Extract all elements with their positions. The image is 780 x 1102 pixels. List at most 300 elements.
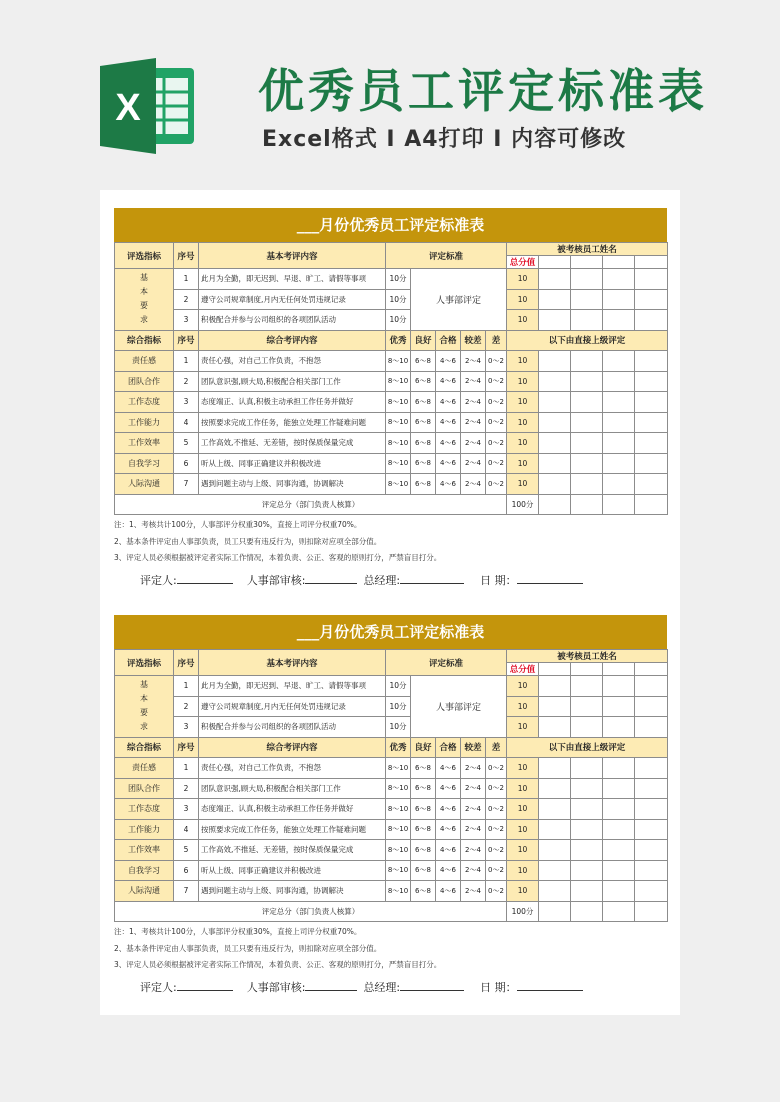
grade-range: 6～8 bbox=[411, 799, 436, 820]
score-input-cell[interactable] bbox=[635, 860, 668, 881]
person-cell[interactable] bbox=[603, 256, 635, 269]
page-title: 优秀员工评定标准表 bbox=[258, 64, 708, 118]
note-line: 2、基本条件评定由人事部负责，员工只要有违反行为，则扣除对应项全部分值。 bbox=[114, 943, 382, 953]
grade-range: 2～4 bbox=[461, 778, 486, 799]
score-input-cell[interactable] bbox=[635, 371, 668, 392]
basic-row bbox=[115, 696, 668, 717]
grade-range: 6～8 bbox=[411, 371, 436, 392]
row-score: 10 bbox=[507, 799, 539, 820]
grade-range: 8～10 bbox=[386, 453, 411, 474]
grade-range: 2～4 bbox=[461, 412, 486, 433]
row-no: 5 bbox=[174, 840, 199, 861]
score-input-cell[interactable] bbox=[603, 351, 635, 372]
score-input-cell[interactable] bbox=[603, 474, 635, 495]
total-score: 100分 bbox=[507, 901, 539, 922]
combo-row bbox=[115, 371, 668, 392]
hr-field[interactable] bbox=[305, 572, 357, 584]
row-score: 10 bbox=[507, 351, 539, 372]
score-input-cell[interactable] bbox=[539, 289, 571, 310]
rater-field[interactable] bbox=[177, 572, 233, 584]
grade-range: 2～4 bbox=[461, 351, 486, 372]
grade-range: 0～2 bbox=[486, 881, 507, 902]
header bbox=[0, 0, 780, 190]
grade-range: 6～8 bbox=[411, 474, 436, 495]
excel-icon bbox=[100, 58, 200, 154]
row-no: 2 bbox=[174, 371, 199, 392]
row-points: 10分 bbox=[386, 717, 411, 738]
grade-range: 4～6 bbox=[436, 392, 461, 413]
header-score: 总分值 bbox=[507, 663, 539, 676]
grade-range: 2～4 bbox=[461, 453, 486, 474]
header-person: 被考核员工姓名 bbox=[507, 650, 668, 663]
date-label: 日 期： bbox=[480, 980, 517, 994]
row-score: 10 bbox=[507, 412, 539, 433]
row-no: 1 bbox=[174, 676, 199, 697]
score-input-cell[interactable] bbox=[603, 840, 635, 861]
grade-range: 0～2 bbox=[486, 371, 507, 392]
person-cell[interactable] bbox=[571, 663, 603, 676]
rater-field[interactable] bbox=[177, 979, 233, 991]
row-content: 此月为全勤，即无迟到、早退、旷工、请假等事项 bbox=[199, 676, 386, 697]
score-input-cell[interactable] bbox=[603, 860, 635, 881]
header-indicator: 评选指标 bbox=[115, 243, 174, 269]
row-no: 1 bbox=[174, 758, 199, 779]
grade-range: 6～8 bbox=[411, 433, 436, 454]
score-input-cell[interactable] bbox=[539, 676, 571, 697]
score-input-cell[interactable] bbox=[635, 696, 668, 717]
score-input-cell[interactable] bbox=[635, 799, 668, 820]
score-input-cell[interactable] bbox=[635, 758, 668, 779]
row-no: 3 bbox=[174, 310, 199, 331]
score-input-cell[interactable] bbox=[635, 881, 668, 902]
notes bbox=[114, 924, 667, 974]
combo-row bbox=[115, 840, 668, 861]
standard-hr: 人事部评定 bbox=[411, 269, 507, 331]
score-input-cell[interactable] bbox=[571, 860, 603, 881]
row-score: 10 bbox=[507, 819, 539, 840]
total-cell[interactable] bbox=[539, 494, 571, 515]
note-line: 注：1、考核共计100分，人事部评分权重30%，直接上司评分权重70%。 bbox=[114, 520, 362, 529]
row-score: 10 bbox=[507, 676, 539, 697]
score-input-cell[interactable] bbox=[571, 758, 603, 779]
grade-bad: 差 bbox=[486, 737, 507, 758]
score-input-cell[interactable] bbox=[603, 269, 635, 290]
form-title: ___月份优秀员工评定标准表 bbox=[114, 208, 667, 242]
row-score: 10 bbox=[507, 371, 539, 392]
combo-content-header: 综合考评内容 bbox=[199, 737, 386, 758]
combo-row bbox=[115, 453, 668, 474]
score-input-cell[interactable] bbox=[571, 717, 603, 738]
form-title: ___月份优秀员工评定标准表 bbox=[114, 615, 667, 649]
basic-row bbox=[115, 269, 668, 290]
person-cell[interactable] bbox=[635, 663, 668, 676]
score-input-cell[interactable] bbox=[603, 453, 635, 474]
combo-row bbox=[115, 778, 668, 799]
grade-range: 6～8 bbox=[411, 778, 436, 799]
grade-range: 6～8 bbox=[411, 351, 436, 372]
score-input-cell[interactable] bbox=[571, 310, 603, 331]
hr-field[interactable] bbox=[305, 979, 357, 991]
person-cell[interactable] bbox=[635, 256, 668, 269]
score-input-cell[interactable] bbox=[603, 799, 635, 820]
grade-range: 0～2 bbox=[486, 433, 507, 454]
row-no: 3 bbox=[174, 799, 199, 820]
grade-excellent: 优秀 bbox=[386, 330, 411, 351]
note-line: 2、基本条件评定由人事部负责，员工只要有违反行为，则扣除对应项全部分值。 bbox=[114, 536, 382, 546]
total-cell[interactable] bbox=[603, 901, 635, 922]
score-input-cell[interactable] bbox=[571, 696, 603, 717]
header-row bbox=[115, 243, 668, 256]
total-cell[interactable] bbox=[571, 494, 603, 515]
row-no: 2 bbox=[174, 696, 199, 717]
score-input-cell[interactable] bbox=[571, 676, 603, 697]
score-input-cell[interactable] bbox=[603, 881, 635, 902]
row-score: 10 bbox=[507, 453, 539, 474]
grade-range: 2～4 bbox=[461, 799, 486, 820]
header-content: 基本考评内容 bbox=[199, 650, 386, 676]
score-input-cell[interactable] bbox=[635, 676, 668, 697]
score-input-cell[interactable] bbox=[635, 453, 668, 474]
combo-row bbox=[115, 392, 668, 413]
score-input-cell[interactable] bbox=[571, 819, 603, 840]
signature-row bbox=[114, 979, 667, 995]
score-input-cell[interactable] bbox=[539, 310, 571, 331]
row-points: 10分 bbox=[386, 289, 411, 310]
grade-good: 良好 bbox=[411, 330, 436, 351]
rater-label: 评定人: bbox=[140, 573, 177, 587]
grade-pass: 合格 bbox=[436, 737, 461, 758]
score-input-cell[interactable] bbox=[539, 453, 571, 474]
score-input-cell[interactable] bbox=[539, 758, 571, 779]
score-input-cell[interactable] bbox=[571, 840, 603, 861]
score-input-cell[interactable] bbox=[603, 310, 635, 331]
grade-range: 8～10 bbox=[386, 351, 411, 372]
header-standard: 评定标准 bbox=[386, 650, 507, 676]
grade-range: 0～2 bbox=[486, 392, 507, 413]
score-input-cell[interactable] bbox=[539, 799, 571, 820]
grade-range: 4～6 bbox=[436, 371, 461, 392]
row-score: 10 bbox=[507, 269, 539, 290]
score-input-cell[interactable] bbox=[571, 412, 603, 433]
grade-range: 8～10 bbox=[386, 778, 411, 799]
score-input-cell[interactable] bbox=[571, 371, 603, 392]
grade-range: 2～4 bbox=[461, 371, 486, 392]
score-input-cell[interactable] bbox=[635, 474, 668, 495]
score-input-cell[interactable] bbox=[603, 433, 635, 454]
score-input-cell[interactable] bbox=[571, 289, 603, 310]
grade-range: 6～8 bbox=[411, 860, 436, 881]
row-content: 听从上级、同事正确建议并积极改进 bbox=[199, 453, 386, 474]
row-no: 1 bbox=[174, 269, 199, 290]
supervisor-label: 以下由直接上级评定 bbox=[507, 330, 668, 351]
row-no: 6 bbox=[174, 860, 199, 881]
note-line: 3、评定人员必须根据被评定者实际工作情况，本着负责、公正、客观的原则打分，严禁盲目打分。 bbox=[114, 553, 442, 562]
basic-row bbox=[115, 717, 668, 738]
date-field[interactable] bbox=[517, 979, 583, 991]
date-label: 日 期： bbox=[480, 573, 517, 587]
row-no: 2 bbox=[174, 289, 199, 310]
combo-row bbox=[115, 351, 668, 372]
grade-range: 0～2 bbox=[486, 453, 507, 474]
grade-range: 0～2 bbox=[486, 819, 507, 840]
score-input-cell[interactable] bbox=[539, 778, 571, 799]
row-content: 遇到问题主动与上级、同事沟通，协调解决 bbox=[199, 474, 386, 495]
header-person: 被考核员工姓名 bbox=[507, 243, 668, 256]
evaluation-table bbox=[114, 242, 668, 515]
row-content: 积极配合并参与公司组织的各项团队活动 bbox=[199, 310, 386, 331]
score-input-cell[interactable] bbox=[635, 269, 668, 290]
supervisor-label: 以下由直接上级评定 bbox=[507, 737, 668, 758]
row-content: 工作高效,不推延、无差错，按时保质保量完成 bbox=[199, 840, 386, 861]
hr-label: 人事部审核: bbox=[246, 980, 306, 994]
score-input-cell[interactable] bbox=[603, 289, 635, 310]
basic-row bbox=[115, 310, 668, 331]
grade-range: 8～10 bbox=[386, 860, 411, 881]
grade-range: 4～6 bbox=[436, 799, 461, 820]
evaluation-table bbox=[114, 649, 668, 922]
page-subtitle: Excel格式 I A4打印 I 内容可修改 bbox=[262, 127, 627, 152]
gm-field[interactable] bbox=[400, 979, 464, 991]
row-indicator: 工作态度 bbox=[115, 799, 174, 820]
row-score: 10 bbox=[507, 758, 539, 779]
grade-range: 4～6 bbox=[436, 351, 461, 372]
combo-row bbox=[115, 433, 668, 454]
row-score: 10 bbox=[507, 474, 539, 495]
grade-range: 8～10 bbox=[386, 392, 411, 413]
row-indicator: 团队合作 bbox=[115, 371, 174, 392]
grade-range: 2～4 bbox=[461, 840, 486, 861]
row-indicator: 责任感 bbox=[115, 351, 174, 372]
grade-range: 6～8 bbox=[411, 453, 436, 474]
score-input-cell[interactable] bbox=[539, 351, 571, 372]
grade-range: 8～10 bbox=[386, 799, 411, 820]
row-points: 10分 bbox=[386, 696, 411, 717]
row-content: 听从上级、同事正确建议并积极改进 bbox=[199, 860, 386, 881]
combo-no-header: 序号 bbox=[174, 737, 199, 758]
score-input-cell[interactable] bbox=[603, 778, 635, 799]
grade-range: 4～6 bbox=[436, 474, 461, 495]
grade-range: 8～10 bbox=[386, 881, 411, 902]
total-label: 评定总分（部门负责人核算） bbox=[115, 901, 507, 922]
grade-range: 4～6 bbox=[436, 819, 461, 840]
header-no: 序号 bbox=[174, 650, 199, 676]
score-input-cell[interactable] bbox=[539, 860, 571, 881]
grade-range: 0～2 bbox=[486, 799, 507, 820]
score-input-cell[interactable] bbox=[603, 412, 635, 433]
grade-range: 8～10 bbox=[386, 840, 411, 861]
grade-range: 4～6 bbox=[436, 453, 461, 474]
grade-range: 8～10 bbox=[386, 371, 411, 392]
row-content: 此月为全勤，即无迟到、早退、旷工、请假等事项 bbox=[199, 269, 386, 290]
row-content: 态度端正、认真,积极主动承担工作任务并做好 bbox=[199, 392, 386, 413]
grade-bad: 差 bbox=[486, 330, 507, 351]
row-no: 2 bbox=[174, 778, 199, 799]
grade-range: 0～2 bbox=[486, 474, 507, 495]
score-input-cell[interactable] bbox=[539, 412, 571, 433]
score-input-cell[interactable] bbox=[539, 717, 571, 738]
combo-header-row bbox=[115, 330, 668, 351]
signature-row bbox=[114, 572, 667, 588]
grade-range: 8～10 bbox=[386, 433, 411, 454]
grade-range: 6～8 bbox=[411, 819, 436, 840]
score-input-cell[interactable] bbox=[539, 433, 571, 454]
row-no: 5 bbox=[174, 433, 199, 454]
date-field[interactable] bbox=[517, 572, 583, 584]
row-indicator: 自我学习 bbox=[115, 860, 174, 881]
basic-label: 基本要求 bbox=[115, 269, 174, 331]
score-input-cell[interactable] bbox=[539, 474, 571, 495]
row-indicator: 自我学习 bbox=[115, 453, 174, 474]
row-score: 10 bbox=[507, 392, 539, 413]
row-indicator: 人际沟通 bbox=[115, 474, 174, 495]
row-content: 遵守公司规章制度,月内无任何处罚违规记录 bbox=[199, 289, 386, 310]
total-cell[interactable] bbox=[571, 901, 603, 922]
grade-range: 2～4 bbox=[461, 819, 486, 840]
score-input-cell[interactable] bbox=[603, 819, 635, 840]
grade-range: 2～4 bbox=[461, 758, 486, 779]
score-input-cell[interactable] bbox=[635, 717, 668, 738]
total-cell[interactable] bbox=[635, 901, 668, 922]
grade-poor: 较差 bbox=[461, 737, 486, 758]
score-input-cell[interactable] bbox=[539, 371, 571, 392]
row-indicator: 工作态度 bbox=[115, 392, 174, 413]
grade-range: 4～6 bbox=[436, 778, 461, 799]
row-no: 7 bbox=[174, 474, 199, 495]
combo-header-row bbox=[115, 737, 668, 758]
score-input-cell[interactable] bbox=[571, 778, 603, 799]
grade-range: 4～6 bbox=[436, 433, 461, 454]
header-standard: 评定标准 bbox=[386, 243, 507, 269]
row-points: 10分 bbox=[386, 310, 411, 331]
row-no: 7 bbox=[174, 881, 199, 902]
header-score: 总分值 bbox=[507, 256, 539, 269]
row-score: 10 bbox=[507, 310, 539, 331]
score-input-cell[interactable] bbox=[603, 717, 635, 738]
grade-range: 2～4 bbox=[461, 860, 486, 881]
grade-excellent: 优秀 bbox=[386, 737, 411, 758]
gm-label: 总经理: bbox=[363, 980, 401, 994]
score-input-cell[interactable] bbox=[603, 676, 635, 697]
row-score: 10 bbox=[507, 433, 539, 454]
grade-range: 4～6 bbox=[436, 840, 461, 861]
row-content: 遵守公司规章制度,月内无任何处罚违规记录 bbox=[199, 696, 386, 717]
grade-range: 6～8 bbox=[411, 840, 436, 861]
combo-indicator-header: 综合指标 bbox=[115, 330, 174, 351]
row-indicator: 团队合作 bbox=[115, 778, 174, 799]
person-cell[interactable] bbox=[539, 256, 571, 269]
score-input-cell[interactable] bbox=[635, 310, 668, 331]
grade-range: 6～8 bbox=[411, 412, 436, 433]
score-input-cell[interactable] bbox=[635, 351, 668, 372]
grade-range: 4～6 bbox=[436, 860, 461, 881]
score-input-cell[interactable] bbox=[571, 799, 603, 820]
score-input-cell[interactable] bbox=[603, 696, 635, 717]
row-indicator: 工作效率 bbox=[115, 433, 174, 454]
score-input-cell[interactable] bbox=[571, 453, 603, 474]
score-input-cell[interactable] bbox=[603, 371, 635, 392]
score-input-cell[interactable] bbox=[603, 758, 635, 779]
row-no: 4 bbox=[174, 819, 199, 840]
combo-indicator-header: 综合指标 bbox=[115, 737, 174, 758]
header-content: 基本考评内容 bbox=[199, 243, 386, 269]
row-indicator: 工作效率 bbox=[115, 840, 174, 861]
score-input-cell[interactable] bbox=[603, 392, 635, 413]
basic-row bbox=[115, 676, 668, 697]
total-cell[interactable] bbox=[603, 494, 635, 515]
score-input-cell[interactable] bbox=[571, 433, 603, 454]
combo-row bbox=[115, 799, 668, 820]
score-input-cell[interactable] bbox=[635, 433, 668, 454]
score-input-cell[interactable] bbox=[571, 881, 603, 902]
score-input-cell[interactable] bbox=[539, 840, 571, 861]
score-input-cell[interactable] bbox=[635, 289, 668, 310]
score-input-cell[interactable] bbox=[635, 412, 668, 433]
header-no: 序号 bbox=[174, 243, 199, 269]
total-row bbox=[115, 901, 668, 922]
grade-pass: 合格 bbox=[436, 330, 461, 351]
person-cell[interactable] bbox=[571, 256, 603, 269]
total-row bbox=[115, 494, 668, 515]
row-score: 10 bbox=[507, 860, 539, 881]
notes bbox=[114, 517, 667, 567]
row-content: 按照要求完成工作任务，能独立处理工作疑难问题 bbox=[199, 412, 386, 433]
grade-range: 0～2 bbox=[486, 860, 507, 881]
row-points: 10分 bbox=[386, 676, 411, 697]
score-input-cell[interactable] bbox=[539, 819, 571, 840]
rater-label: 评定人: bbox=[140, 980, 177, 994]
score-input-cell[interactable] bbox=[539, 881, 571, 902]
gm-field[interactable] bbox=[400, 572, 464, 584]
row-no: 3 bbox=[174, 717, 199, 738]
person-cell[interactable] bbox=[603, 663, 635, 676]
score-input-cell[interactable] bbox=[539, 269, 571, 290]
evaluation-form bbox=[114, 208, 667, 588]
score-input-cell[interactable] bbox=[571, 392, 603, 413]
total-cell[interactable] bbox=[635, 494, 668, 515]
row-no: 3 bbox=[174, 392, 199, 413]
row-indicator: 责任感 bbox=[115, 758, 174, 779]
row-indicator: 人际沟通 bbox=[115, 881, 174, 902]
score-input-cell[interactable] bbox=[571, 269, 603, 290]
row-no: 6 bbox=[174, 453, 199, 474]
gm-label: 总经理: bbox=[363, 573, 401, 587]
person-cell[interactable] bbox=[539, 663, 571, 676]
combo-no-header: 序号 bbox=[174, 330, 199, 351]
score-input-cell[interactable] bbox=[571, 351, 603, 372]
row-content: 工作高效,不推延、无差错，按时保质保量完成 bbox=[199, 433, 386, 454]
grade-range: 4～6 bbox=[436, 881, 461, 902]
grade-range: 0～2 bbox=[486, 758, 507, 779]
grade-range: 8～10 bbox=[386, 412, 411, 433]
score-input-cell[interactable] bbox=[635, 778, 668, 799]
score-input-cell[interactable] bbox=[635, 840, 668, 861]
combo-row bbox=[115, 474, 668, 495]
row-content: 态度端正、认真,积极主动承担工作任务并做好 bbox=[199, 799, 386, 820]
row-score: 10 bbox=[507, 778, 539, 799]
total-cell[interactable] bbox=[539, 901, 571, 922]
grade-range: 6～8 bbox=[411, 758, 436, 779]
score-input-cell[interactable] bbox=[539, 392, 571, 413]
row-no: 1 bbox=[174, 351, 199, 372]
score-input-cell[interactable] bbox=[635, 392, 668, 413]
grade-range: 0～2 bbox=[486, 840, 507, 861]
score-input-cell[interactable] bbox=[571, 474, 603, 495]
score-input-cell[interactable] bbox=[539, 696, 571, 717]
grade-range: 2～4 bbox=[461, 433, 486, 454]
combo-row bbox=[115, 758, 668, 779]
score-input-cell[interactable] bbox=[635, 819, 668, 840]
row-content: 责任心强，对自己工作负责，不抱怨 bbox=[199, 351, 386, 372]
